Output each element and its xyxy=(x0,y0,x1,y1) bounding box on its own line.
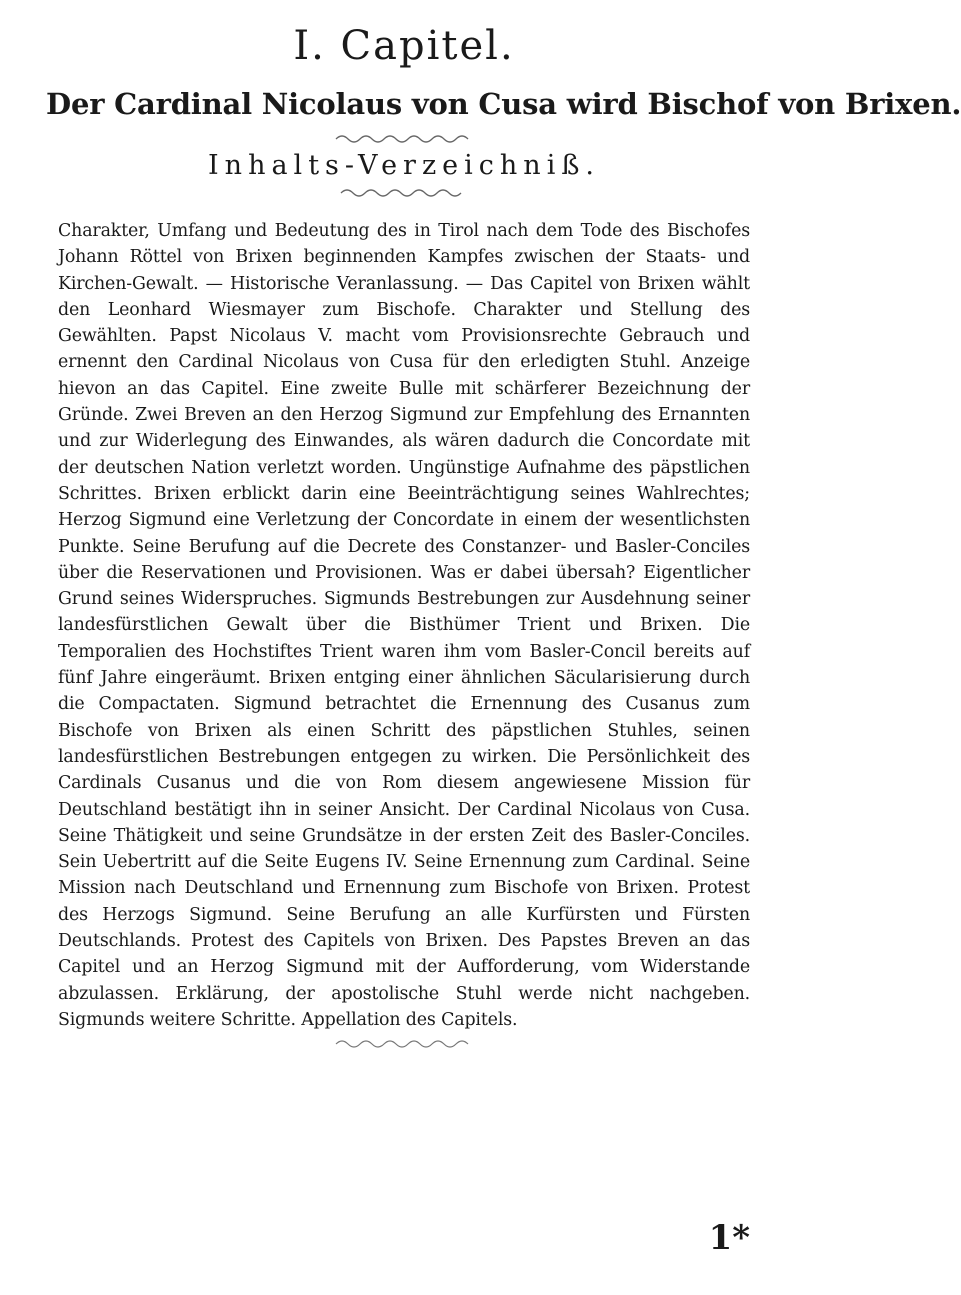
chapter-subtitle: Der Cardinal Nicolaus von Cusa wird Bischof von Brixen. xyxy=(46,87,961,121)
wavy-divider-icon xyxy=(339,186,469,200)
page-signature-mark: 1* xyxy=(708,1218,750,1258)
chapter-title: I. Capitel. xyxy=(293,23,515,69)
table-of-contents-heading: Inhalts-Verzeichniß. xyxy=(208,150,600,181)
wavy-divider-icon xyxy=(334,132,474,146)
contents-summary-paragraph: Charakter, Umfang und Bedeutung des in Tirol nach dem Tode des Bischofes Johann Röttel von Brixen beginnenden Kampfes zwischen der Staats- und Kirchen-Gewalt. — Historische Veranlassung. — Das Capitel von Brixen wählt den Leonhard Wiesmayer zum Bischofe. Charakter und Stellung des Gewählten. Papst Nicolaus V. macht vom Provisionsrechte Gebrauch und ernennt den Cardinal Nicolaus von Cusa für den erledigten Stuhl. Anzeige hievon an das Capitel. Eine zweite Bulle mit schärferer Bezeichnung der Gründe. Zwei Breven an den Herzog Sigmund zur Empfehlung des Ernannten und zur Widerlegung des Einwandes, als wären dadurch die Concordate mit der deutschen Nation verletzt worden. Ungünstige Aufnahme des päpstlichen Schrittes. Brixen erblickt darin eine Beeinträchtigung seines Wahlrechtes; Herzog Sigmund eine Verletzung der Concordate in einem der wesentlichsten Punkte. Seine Berufung auf die Decrete des Constanzer- und Basler-Conciles über die Reservationen und Provisionen. Was er dabei übersah? Eigentlicher Grund seines Widerspruches. Sigmunds Bestrebungen zur Ausdehnung seiner landesfürstlichen Gewalt über die Bisthümer Trient und Brixen. Die Temporalien des Hochstiftes Trient waren ihm vom Basler-Concil bereits auf fünf Jahre eingeräumt. Brixen entging einer ähnlichen Säcularisierung durch die Compactaten. Sigmund betrachtet die Ernennung des Cusanus zum Bischofe von Brixen als einen Schritt des päpstlichen Stuhles, seinen landesfürstlichen Bestrebungen entgegen zu wirken. Die Persönlichkeit des Cardinals Cusanus und die von Rom diesem angewiesene Mission für Deutschland bestätigt ihn in seiner Ansicht. Der Cardinal Nicolaus von Cusa. Seine Thätigkeit und seine Grundsätze in der ersten Zeit des Basler-Conciles. Sein Uebertritt auf die Seite Eugens IV. Seine Ernennung zum Cardinal. Seine Mission nach Deutschland und Ernennung zum Bischofe von Brixen. Protest des Herzogs Sigmund. Seine Berufung an alle Kurfürsten und Fürsten Deutschlands. Protest des Capitels von Brixen. Des Papstes Breven an das Capitel und an Herzog Sigmund mit der Aufforderung, vom Widerstande abzulassen. Erklärung, der apostolische Stuhl werde nicht nachgeben. Sigmunds weitere Schritte. Appellation des Capitels. xyxy=(58,221,750,1030)
wavy-divider-icon xyxy=(334,1037,474,1051)
